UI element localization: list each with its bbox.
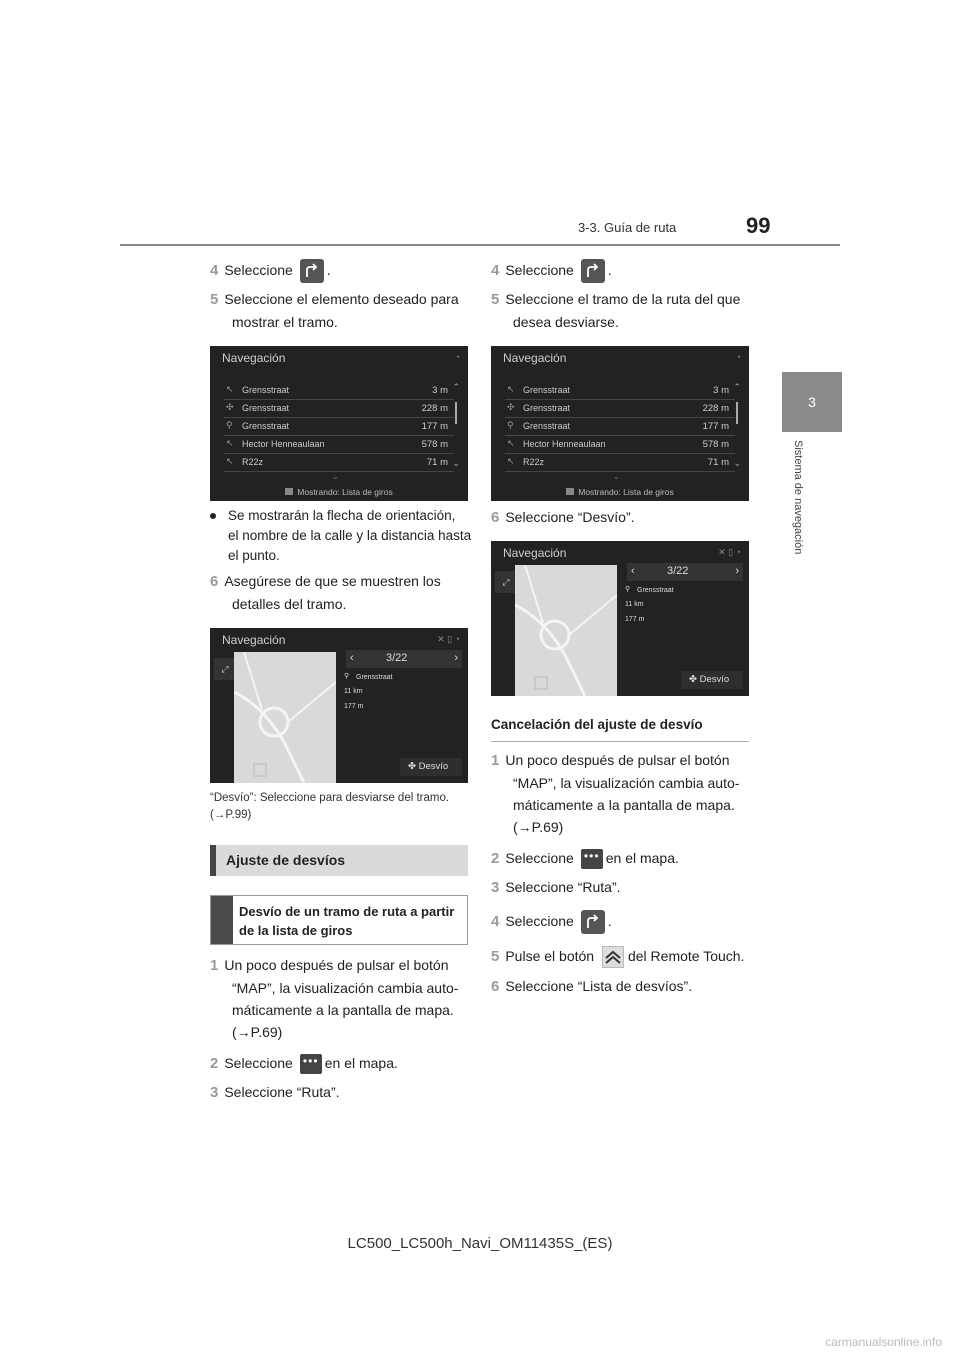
info-bullet: Se mostrarán la flecha de orientación, el nombre de la calle y la distancia hasta el punto. [210, 506, 471, 566]
list-item[interactable]: ↖ Grensstraat 3 m [224, 382, 454, 400]
subheading-detour-from-list: Desvío de un tramo de ruta a partir de la lista de giros [210, 895, 468, 945]
map-view[interactable] [515, 565, 617, 696]
turn-icon: ↖ [507, 456, 515, 466]
next-icon[interactable]: › [454, 652, 458, 664]
detail-street: Grensstraat [356, 674, 393, 681]
signal-icon: ◔ [735, 352, 741, 362]
detail-distance-segment: 177 m [344, 703, 364, 710]
right-step-1: 1 Un poco después de pulsar el botón “MAP”, la visualización cambia auto- máticamente a la pantalla de mapa. (→P.69) [491, 752, 740, 835]
detail-distance-total: 11 km [625, 601, 644, 608]
more-options-icon: ••• [300, 1054, 322, 1074]
section-heading-detour-settings: Ajuste de desvíos [210, 845, 468, 876]
header-rule [120, 244, 840, 246]
turn-list-screen-left [210, 346, 468, 501]
screen-title: Navegación [503, 351, 567, 365]
showing-label: Mostrando: Lista de giros [210, 487, 468, 497]
status-icons: ✕ ▯ ◔ [437, 634, 460, 644]
chevron-down-icon: ⌄ [332, 472, 339, 481]
turn-icon: ↖ [507, 438, 515, 448]
waypoint-icon: ⚲ [344, 673, 350, 680]
watermark: carmanualsonline.info [825, 1335, 942, 1349]
left-step-4: 4 Seleccione . [210, 259, 331, 283]
next-icon[interactable]: › [735, 565, 739, 577]
chapter-tab: 3 [782, 372, 842, 432]
turn-list-screen-right [491, 346, 749, 501]
signal-icon: ◔ [454, 352, 460, 362]
document-footer: LC500_LC500h_Navi_OM11435S_(ES) [347, 1235, 613, 1252]
bullet-dot [210, 513, 216, 519]
left-step-1: 1 Un poco después de pulsar el botón “MAP”, la visualización cambia auto- máticamente a la pantalla de mapa. (→P.69) [210, 957, 459, 1040]
turn-icon: ↖ [226, 456, 234, 466]
list-item[interactable]: ↖ Hector Henneaulaan 578 m [224, 436, 454, 454]
route-detail-screen-left [210, 628, 468, 783]
screen-title: Navegación [222, 633, 286, 647]
detour-button[interactable]: ✤ Desvío [400, 758, 462, 776]
section-heading-cancel-detour: Cancelación del ajuste de desvío [491, 712, 749, 742]
double-chevron-up-icon [602, 946, 624, 968]
detail-street: Grensstraat [637, 587, 674, 594]
right-step-6b: 6 Seleccione “Lista de desvíos”. [491, 978, 693, 995]
status-icons: ✕ ▯ ◔ [718, 547, 741, 557]
list-item[interactable]: ↖ Hector Henneaulaan 578 m [505, 436, 735, 454]
expand-icon[interactable]: ⤢ [495, 571, 517, 593]
chevron-down-icon: ⌄ [613, 472, 620, 481]
waypoint-icon: ⚲ [625, 586, 631, 593]
list-item[interactable]: ✣ Grensstraat 228 m [224, 400, 454, 418]
waypoint-icon: ⚲ [507, 420, 514, 430]
detour-icon: ✤ [689, 674, 697, 685]
turn-icon: ↖ [226, 384, 234, 394]
right-step-4b: 4 Seleccione . [491, 910, 612, 934]
route-detail-screen-right [491, 541, 749, 696]
right-step-6: 6 Seleccione “Desvío”. [491, 509, 635, 526]
detour-caption: “Desvío”: Seleccione para desviarse del tramo. (→P.99) [210, 792, 450, 821]
right-step-5: 5 Seleccione el tramo de la ruta del que desea desviarse. [491, 291, 741, 330]
turn-icon: ↖ [226, 438, 234, 448]
list-item[interactable]: ↖ Grensstraat 3 m [505, 382, 735, 400]
scrollbar[interactable] [736, 402, 738, 424]
detail-distance-total: 11 km [344, 688, 363, 695]
chapter-label: Sistema de navegación [792, 440, 804, 555]
previous-icon[interactable]: ‹ [631, 565, 635, 577]
more-options-icon: ••• [581, 849, 603, 869]
list-item[interactable]: ↖ R22z 71 m [505, 454, 735, 472]
detail-distance-segment: 177 m [625, 616, 645, 623]
left-step-3: 3 Seleccione “Ruta”. [210, 1084, 340, 1101]
scroll-down-icon[interactable]: ⌄ [452, 458, 460, 468]
roundabout-icon: ✣ [226, 402, 234, 412]
showing-label: Mostrando: Lista de giros [491, 487, 749, 497]
list-item[interactable]: ✣ Grensstraat 228 m [505, 400, 735, 418]
map-view[interactable] [234, 652, 336, 783]
previous-icon[interactable]: ‹ [350, 652, 354, 664]
right-step-4: 4 Seleccione . [491, 259, 612, 283]
route-options-icon [581, 259, 605, 283]
right-step-2: 2 Seleccione ••• en el mapa. [491, 847, 679, 870]
list-item[interactable]: ⚲ Grensstraat 177 m [224, 418, 454, 436]
left-step-5: 5 Seleccione el elemento deseado para mostrar el tramo. [210, 291, 459, 330]
waypoint-icon: ⚲ [226, 420, 233, 430]
scroll-up-icon[interactable]: ⌃ [452, 382, 460, 392]
page-number: 99 [746, 213, 771, 238]
route-options-icon [300, 259, 324, 283]
route-options-icon [581, 910, 605, 934]
list-item[interactable]: ↖ R22z 71 m [224, 454, 454, 472]
scrollbar[interactable] [455, 402, 457, 424]
detour-button[interactable]: ✤ Desvío [681, 671, 743, 689]
roundabout-icon: ✣ [507, 402, 515, 412]
left-step-2: 2 Seleccione ••• en el mapa. [210, 1052, 398, 1075]
expand-icon[interactable]: ⤢ [214, 658, 236, 680]
screen-title: Navegación [222, 351, 286, 365]
right-step-5b: 5 Pulse el botón del Remote Touch. [491, 945, 744, 968]
detour-icon: ✤ [408, 761, 416, 772]
list-item[interactable]: ⚲ Grensstraat 177 m [505, 418, 735, 436]
right-step-3: 3 Seleccione “Ruta”. [491, 879, 621, 896]
scroll-up-icon[interactable]: ⌃ [733, 382, 741, 392]
segment-pager: ‹ 3/22 › [627, 563, 743, 581]
turn-icon: ↖ [507, 384, 515, 394]
segment-pager: ‹ 3/22 › [346, 650, 462, 668]
left-step-6: 6 Asegúrese de que se muestren los detalles del tramo. [210, 573, 441, 612]
scroll-down-icon[interactable]: ⌄ [733, 458, 741, 468]
section-title: 3-3. Guía de ruta [578, 220, 677, 235]
screen-title: Navegación [503, 546, 567, 560]
